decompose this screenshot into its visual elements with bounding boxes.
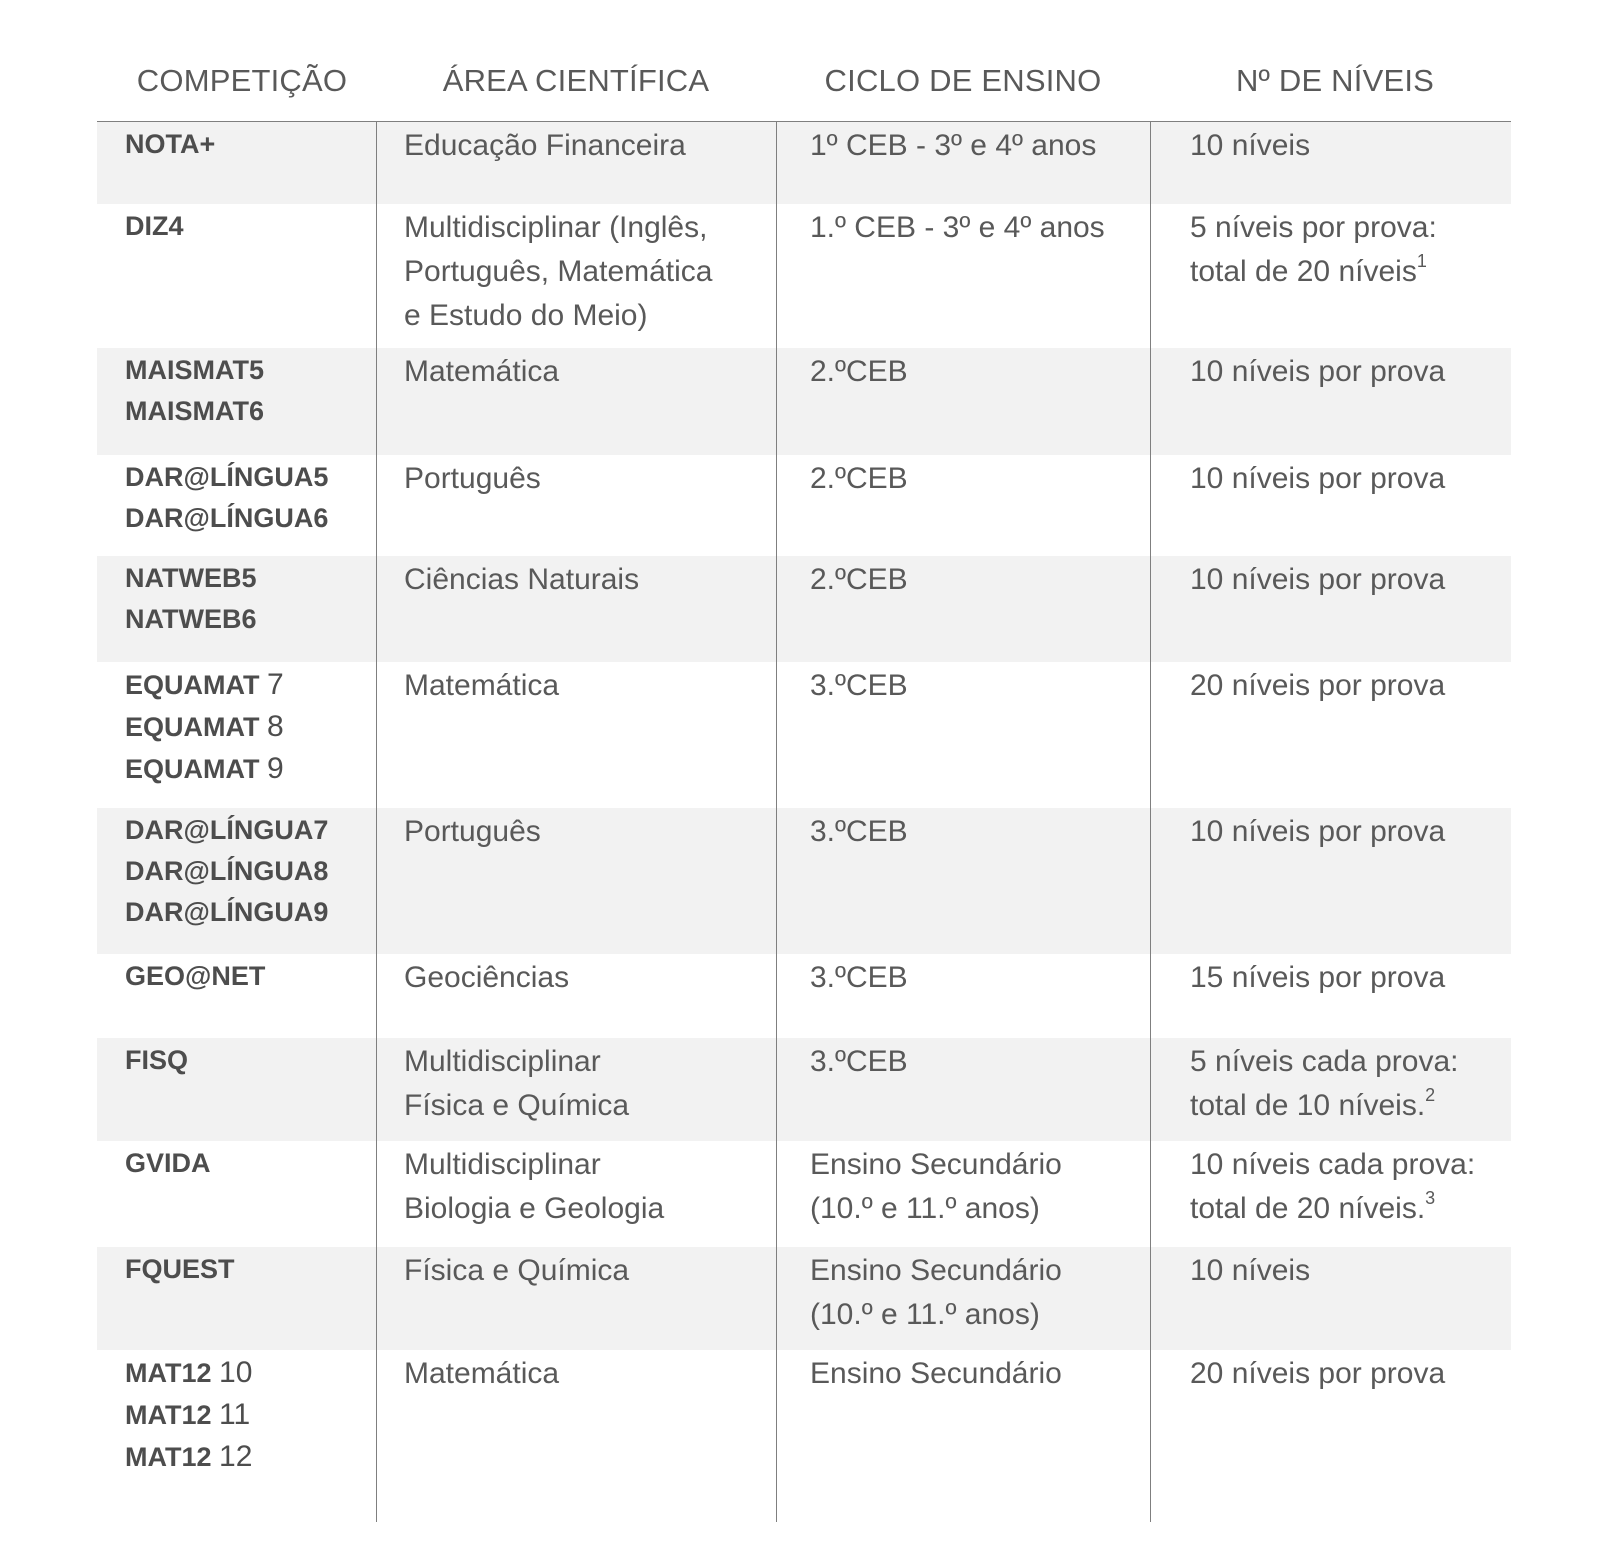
area-text: Física e Química bbox=[404, 1089, 630, 1122]
competicao-line bbox=[125, 1436, 376, 1478]
niveis-text: 15 níveis por prova bbox=[1190, 961, 1446, 994]
competicao-text: GEO@NET bbox=[125, 961, 266, 991]
cell-area-cientifica bbox=[376, 662, 776, 808]
niveis-text: 10 níveis bbox=[1190, 1254, 1311, 1287]
cell-ciclo-de-ensino bbox=[776, 1141, 1150, 1247]
niveis-text: 5 níveis cada prova: bbox=[1190, 1045, 1459, 1078]
niveis-line bbox=[1190, 810, 1511, 854]
cell-n-de-niveis bbox=[1150, 954, 1511, 1038]
area-line bbox=[404, 1187, 776, 1231]
cell-competicao bbox=[97, 1038, 376, 1141]
niveis-text: total de 20 níveis bbox=[1190, 255, 1417, 288]
cell-area-cientifica bbox=[376, 556, 776, 662]
area-line bbox=[404, 294, 776, 338]
competicao-line bbox=[125, 350, 376, 391]
competicao-line bbox=[125, 956, 376, 997]
cell-n-de-niveis bbox=[1150, 122, 1511, 204]
competicao-year: 11 bbox=[219, 1398, 251, 1431]
table-row bbox=[97, 1038, 1511, 1141]
competicao-year: 7 bbox=[267, 668, 284, 701]
competicao-text: DAR@LÍNGUA6 bbox=[125, 503, 329, 533]
niveis-line bbox=[1190, 558, 1511, 602]
competicao-text: FQUEST bbox=[125, 1254, 235, 1284]
area-text: Multidisciplinar bbox=[404, 1148, 601, 1181]
ciclo-text: 1.º CEB - 3º e 4º anos bbox=[810, 211, 1105, 244]
area-line bbox=[404, 1143, 776, 1187]
competicao-text: MAT12 bbox=[125, 1358, 212, 1388]
niveis-line bbox=[1190, 1084, 1511, 1128]
niveis-line bbox=[1190, 250, 1511, 294]
competicao-line bbox=[125, 748, 376, 790]
cell-area-cientifica bbox=[376, 204, 776, 348]
footnote-marker: 1 bbox=[1416, 251, 1427, 271]
area-line bbox=[404, 810, 776, 854]
competicao-line bbox=[125, 457, 376, 498]
cell-n-de-niveis bbox=[1150, 455, 1511, 556]
area-text: Multidisciplinar bbox=[404, 1045, 601, 1078]
footnote-marker: 2 bbox=[1425, 1085, 1436, 1105]
area-text: Física e Química bbox=[404, 1254, 630, 1287]
area-line bbox=[404, 1249, 776, 1293]
ciclo-text: Ensino Secundário bbox=[810, 1254, 1062, 1287]
ciclo-line bbox=[810, 1187, 1150, 1231]
niveis-line bbox=[1190, 1143, 1511, 1187]
competicao-text: NATWEB6 bbox=[125, 604, 257, 634]
competicao-line bbox=[125, 498, 376, 539]
competicao-text: NATWEB5 bbox=[125, 563, 257, 593]
cell-n-de-niveis bbox=[1150, 808, 1511, 954]
niveis-text: 10 níveis por prova bbox=[1190, 563, 1446, 596]
ciclo-line bbox=[810, 1293, 1150, 1337]
ciclo-text: Ensino Secundário bbox=[810, 1357, 1062, 1390]
cell-area-cientifica bbox=[376, 954, 776, 1038]
niveis-text: 10 níveis por prova bbox=[1190, 355, 1446, 388]
area-text: Matemática bbox=[404, 669, 560, 702]
ciclo-line bbox=[810, 457, 1150, 501]
competicao-line bbox=[125, 810, 376, 851]
cell-area-cientifica bbox=[376, 1247, 776, 1350]
cell-ciclo-de-ensino bbox=[776, 1038, 1150, 1141]
cell-n-de-niveis bbox=[1150, 1038, 1511, 1141]
area-text: Biologia e Geologia bbox=[404, 1192, 665, 1225]
table-row bbox=[97, 1141, 1511, 1247]
competicao-line bbox=[125, 664, 376, 706]
competicao-line bbox=[125, 1249, 376, 1290]
ciclo-line bbox=[810, 1352, 1150, 1396]
ciclo-text: 1º CEB - 3º e 4º anos bbox=[810, 129, 1097, 162]
niveis-line bbox=[1190, 124, 1511, 168]
competitions-table bbox=[97, 122, 1511, 1480]
competicao-text: MAT12 bbox=[125, 1442, 212, 1472]
cell-competicao bbox=[97, 204, 376, 348]
niveis-line bbox=[1190, 1187, 1511, 1231]
area-text: Matemática bbox=[404, 1357, 560, 1390]
cell-ciclo-de-ensino bbox=[776, 556, 1150, 662]
cell-n-de-niveis bbox=[1150, 1350, 1511, 1480]
table-row bbox=[97, 348, 1511, 455]
table-header bbox=[97, 56, 1511, 122]
cell-area-cientifica bbox=[376, 122, 776, 204]
area-line bbox=[404, 956, 776, 1000]
niveis-text: total de 10 níveis. bbox=[1190, 1089, 1426, 1122]
cell-area-cientifica bbox=[376, 1350, 776, 1480]
competicao-line bbox=[125, 1143, 376, 1184]
cell-competicao bbox=[97, 122, 376, 204]
competicao-line bbox=[125, 599, 376, 640]
niveis-line bbox=[1190, 1352, 1511, 1396]
niveis-text: 10 níveis por prova bbox=[1190, 462, 1446, 495]
cell-competicao bbox=[97, 455, 376, 556]
niveis-text: 10 níveis por prova bbox=[1190, 815, 1446, 848]
area-text: Português bbox=[404, 462, 541, 495]
competicao-text: FISQ bbox=[125, 1045, 189, 1075]
header-n-de-niveis: Nº DE NÍVEIS bbox=[1235, 63, 1435, 98]
ciclo-text: 3.ºCEB bbox=[810, 815, 908, 848]
competicao-text: EQUAMAT bbox=[125, 754, 260, 784]
niveis-line bbox=[1190, 664, 1511, 708]
header-area-cientifica: ÁREA CIENTÍFICA bbox=[442, 63, 710, 98]
area-line bbox=[404, 250, 776, 294]
competicao-text: NOTA+ bbox=[125, 129, 216, 159]
area-text: Matemática bbox=[404, 355, 560, 388]
table-row bbox=[97, 808, 1511, 954]
cell-n-de-niveis bbox=[1150, 1247, 1511, 1350]
ciclo-line bbox=[810, 206, 1150, 250]
area-text: Multidisciplinar (Inglês, bbox=[404, 211, 708, 244]
competicao-line bbox=[125, 1040, 376, 1081]
competicao-text: MAT12 bbox=[125, 1400, 212, 1430]
cell-n-de-niveis bbox=[1150, 1141, 1511, 1247]
ciclo-text: 3.ºCEB bbox=[810, 669, 908, 702]
competicao-line bbox=[125, 851, 376, 892]
niveis-text: total de 20 níveis. bbox=[1190, 1192, 1426, 1225]
column-divider-2 bbox=[776, 122, 777, 1522]
cell-competicao bbox=[97, 1350, 376, 1480]
area-line bbox=[404, 664, 776, 708]
column-divider-3 bbox=[1150, 122, 1151, 1522]
cell-ciclo-de-ensino bbox=[776, 1247, 1150, 1350]
header-competicao: COMPETIÇÃO bbox=[136, 63, 348, 98]
ciclo-line bbox=[810, 558, 1150, 602]
niveis-line bbox=[1190, 206, 1511, 250]
area-text: Português, Matemática bbox=[404, 255, 713, 288]
ciclo-line bbox=[810, 810, 1150, 854]
area-text: e Estudo do Meio) bbox=[404, 299, 648, 332]
cell-n-de-niveis bbox=[1150, 204, 1511, 348]
ciclo-line bbox=[810, 1040, 1150, 1084]
cell-area-cientifica bbox=[376, 1141, 776, 1247]
competicao-year: 8 bbox=[267, 710, 284, 743]
cell-area-cientifica bbox=[376, 808, 776, 954]
cell-competicao bbox=[97, 556, 376, 662]
niveis-text: 20 níveis por prova bbox=[1190, 1357, 1446, 1390]
cell-ciclo-de-ensino bbox=[776, 808, 1150, 954]
area-line bbox=[404, 124, 776, 168]
cell-ciclo-de-ensino bbox=[776, 122, 1150, 204]
competicao-text: EQUAMAT bbox=[125, 712, 260, 742]
ciclo-line bbox=[810, 1249, 1150, 1293]
cell-ciclo-de-ensino bbox=[776, 954, 1150, 1038]
area-text: Geociências bbox=[404, 961, 570, 994]
competicao-line bbox=[125, 206, 376, 247]
cell-competicao bbox=[97, 954, 376, 1038]
competicao-text: DAR@LÍNGUA9 bbox=[125, 897, 329, 927]
ciclo-text: 2.ºCEB bbox=[810, 563, 908, 596]
cell-ciclo-de-ensino bbox=[776, 1350, 1150, 1480]
competicao-line bbox=[125, 558, 376, 599]
cell-n-de-niveis bbox=[1150, 348, 1511, 455]
area-line bbox=[404, 1084, 776, 1128]
header-ciclo-de-ensino: CICLO DE ENSINO bbox=[824, 63, 1102, 98]
competicao-line bbox=[125, 1394, 376, 1436]
table-row bbox=[97, 954, 1511, 1038]
ciclo-line bbox=[810, 664, 1150, 708]
competicao-text: DAR@LÍNGUA8 bbox=[125, 856, 329, 886]
ciclo-line bbox=[810, 350, 1150, 394]
cell-ciclo-de-ensino bbox=[776, 662, 1150, 808]
competicao-line bbox=[125, 124, 376, 165]
ciclo-text: 2.ºCEB bbox=[810, 462, 908, 495]
ciclo-text: 3.ºCEB bbox=[810, 961, 908, 994]
ciclo-line bbox=[810, 124, 1150, 168]
niveis-line bbox=[1190, 1040, 1511, 1084]
cell-ciclo-de-ensino bbox=[776, 204, 1150, 348]
niveis-text: 10 níveis bbox=[1190, 129, 1311, 162]
cell-n-de-niveis bbox=[1150, 556, 1511, 662]
area-line bbox=[404, 206, 776, 250]
ciclo-text: (10.º e 11.º anos) bbox=[810, 1298, 1040, 1331]
area-line bbox=[404, 558, 776, 602]
area-line bbox=[404, 1040, 776, 1084]
competicao-line bbox=[125, 1352, 376, 1394]
table-row bbox=[97, 455, 1511, 556]
competicao-line bbox=[125, 706, 376, 748]
competicao-year: 12 bbox=[219, 1440, 253, 1473]
niveis-text: 10 níveis cada prova: bbox=[1190, 1148, 1476, 1181]
table-row bbox=[97, 662, 1511, 808]
cell-competicao bbox=[97, 348, 376, 455]
footnote-marker: 3 bbox=[1425, 1188, 1436, 1208]
table-row bbox=[97, 1350, 1511, 1480]
cell-n-de-niveis bbox=[1150, 662, 1511, 808]
competicao-text: MAISMAT6 bbox=[125, 396, 264, 426]
niveis-line bbox=[1190, 1249, 1511, 1293]
area-line bbox=[404, 457, 776, 501]
ciclo-text: (10.º e 11.º anos) bbox=[810, 1192, 1040, 1225]
table-row bbox=[97, 556, 1511, 662]
column-divider-1 bbox=[376, 122, 377, 1522]
competicao-text: GVIDA bbox=[125, 1148, 211, 1178]
area-text: Português bbox=[404, 815, 541, 848]
area-text: Educação Financeira bbox=[404, 129, 686, 162]
competicao-text: MAISMAT5 bbox=[125, 355, 264, 385]
cell-competicao bbox=[97, 662, 376, 808]
ciclo-line bbox=[810, 956, 1150, 1000]
cell-ciclo-de-ensino bbox=[776, 455, 1150, 556]
competicao-text: DAR@LÍNGUA5 bbox=[125, 462, 329, 492]
niveis-text: 20 níveis por prova bbox=[1190, 669, 1446, 702]
competicao-line bbox=[125, 391, 376, 432]
ciclo-line bbox=[810, 1143, 1150, 1187]
cell-competicao bbox=[97, 1247, 376, 1350]
ciclo-text: 3.ºCEB bbox=[810, 1045, 908, 1078]
competicao-text: DAR@LÍNGUA7 bbox=[125, 815, 329, 845]
cell-area-cientifica bbox=[376, 348, 776, 455]
cell-ciclo-de-ensino bbox=[776, 348, 1150, 455]
table-row bbox=[97, 204, 1511, 348]
area-line bbox=[404, 350, 776, 394]
cell-competicao bbox=[97, 808, 376, 954]
competicao-text: DIZ4 bbox=[125, 211, 184, 241]
cell-area-cientifica bbox=[376, 455, 776, 556]
competicao-line bbox=[125, 892, 376, 933]
niveis-line bbox=[1190, 457, 1511, 501]
table-row bbox=[97, 1247, 1511, 1350]
competicao-year: 10 bbox=[219, 1356, 253, 1389]
niveis-line bbox=[1190, 956, 1511, 1000]
competicao-text: EQUAMAT bbox=[125, 670, 260, 700]
ciclo-text: 2.ºCEB bbox=[810, 355, 908, 388]
cell-area-cientifica bbox=[376, 1038, 776, 1141]
area-line bbox=[404, 1352, 776, 1396]
cell-competicao bbox=[97, 1141, 376, 1247]
table-row bbox=[97, 122, 1511, 204]
ciclo-text: Ensino Secundário bbox=[810, 1148, 1062, 1181]
niveis-text: 5 níveis por prova: bbox=[1190, 211, 1437, 244]
niveis-line bbox=[1190, 350, 1511, 394]
area-text: Ciências Naturais bbox=[404, 563, 640, 596]
competicao-year: 9 bbox=[267, 752, 284, 785]
